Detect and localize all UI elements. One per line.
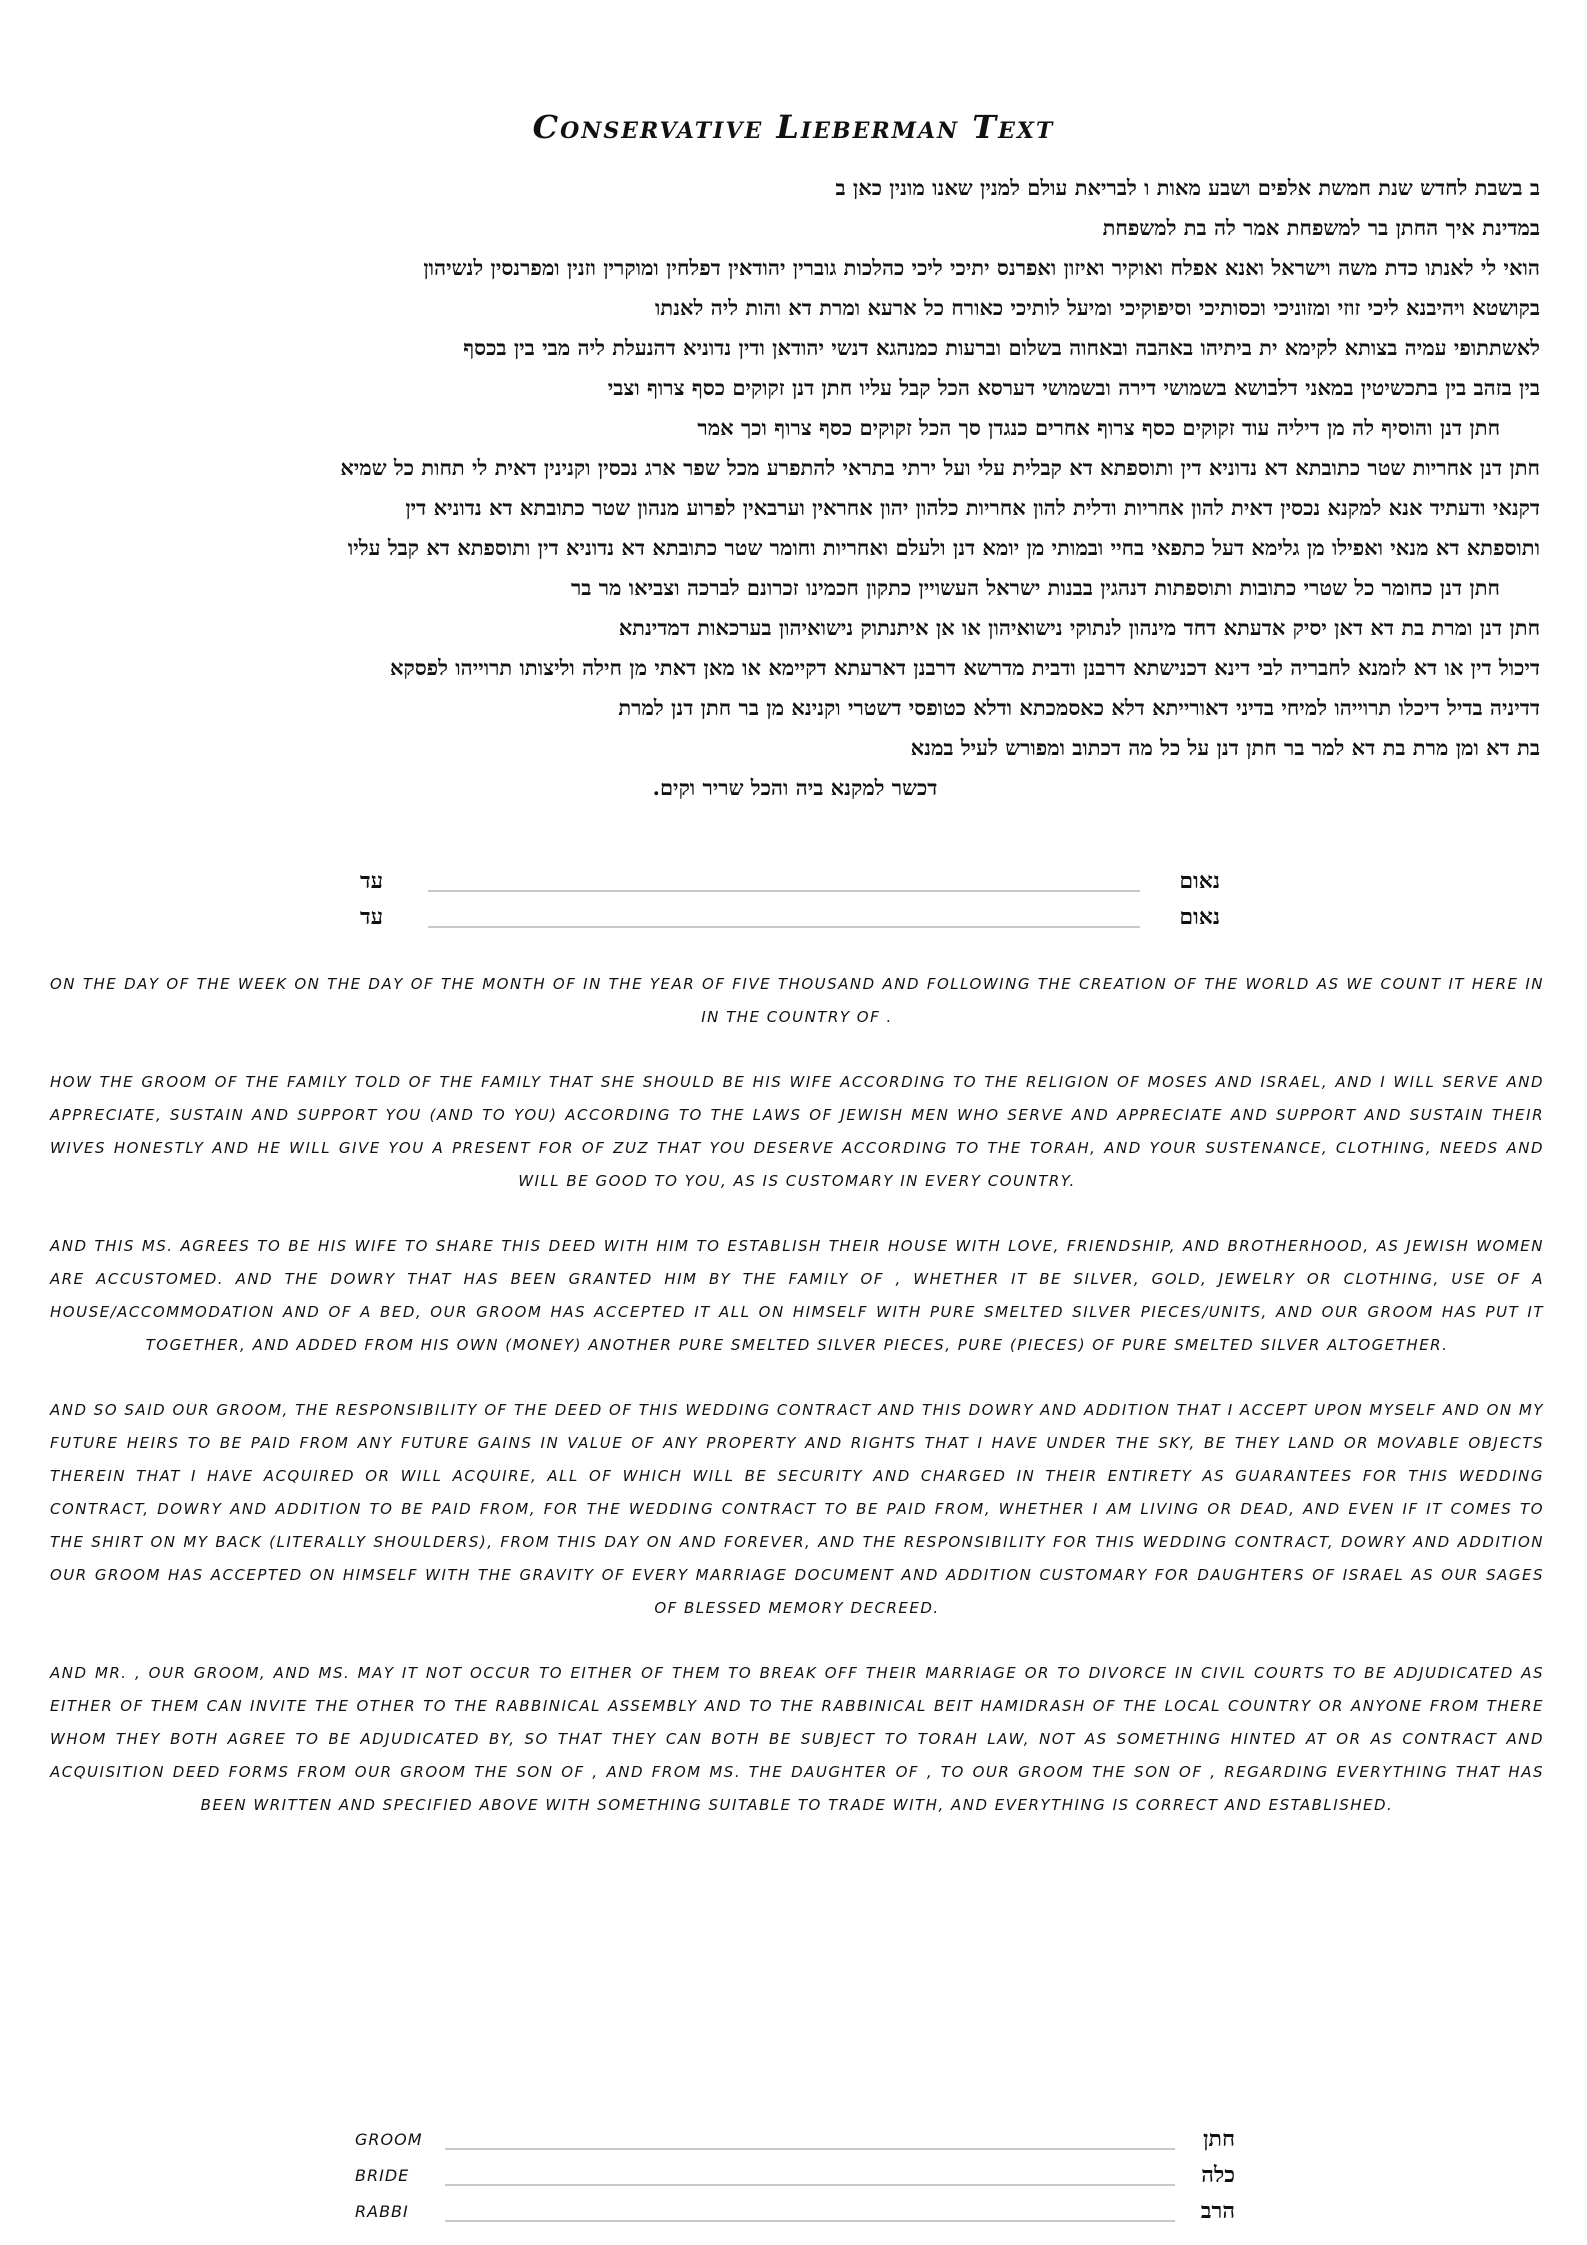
hebrew-line: חתן דנן כחומר כל שטרי כתובות ותוספתות דנהגין בבנות ישראל העשויין כתקון חכמינו זכרונם לברכה וצביאו מר בר [570, 575, 1500, 600]
hebrew-line: במדינת איך החתן בר למשפחת אמר לה בת למשפחת [1102, 215, 1540, 240]
hebrew-line: בקושטא ויהיבנא ליכי זוזי ומזוניכי וכסותיכי וסיפוקיכי ומיעל לותיכי כאורח כל ארעא ומרת דא והות ליה לאנתו [655, 295, 1540, 320]
english-paragraph: AND SO SAID OUR GROOM, THE RESPONSIBILITY OF THE DEED OF THIS WEDDING CONTRACT AND THIS DOWRY AND ADDITION THAT I ACCEPT UPON MYSELF AND ON MY FUTURE HEIRS TO BE PAID FROM ANY FUTURE GAINS IN VALUE OF ANY PROPERTY AND RIGHTS THAT I HAVE UNDER THE SKY, BE THEY LAND OR MOVABLE OBJECTS THEREIN THAT I HAVE ACQUIRED OR WILL ACQUIRE, ALL OF WHICH WILL BE SECURITY AND CHARGED IN THEIR ENTIRETY AS GUARANTEES FOR THIS WEDDING CONTRACT, DOWRY AND ADDITION TO BE PAID FROM, FOR THE WEDDING CONTRACT TO BE PAID FROM, WHETHER I AM LIVING OR DEAD, AND EVEN IF IT COMES TO THE SHIRT ON MY BACK (LITERALLY SHOULDERS), FROM THIS DAY ON AND FOREVER, AND THE RESPONSIBILITY FOR THIS WEDDING CONTRACT, DOWRY AND ADDITION OUR GROOM HAS ACCEPTED ON HIMSELF WITH THE GRAVITY OF EVERY MARRIAGE DOCUMENT AND ADDITION CUSTOMARY FOR DAUGHTERS OF ISRAEL AS OUR SAGES OF BLESSED MEMORY DECREED. [50, 1401, 1544, 1617]
hebrew-line: דקנאי ודעתיד אנא למקנא נכסין דאית להון אחריות ודלית להון אחריות כלהון יהון אחראין וערבאין לפרוע מנהון שטר כתובתא דא נדוניא דין [405, 495, 1540, 520]
witness-signature-line[interactable] [428, 926, 1140, 928]
witness-label-neum: נאום [1179, 868, 1220, 894]
hebrew-line: ב בשבת לחדש שנת חמשת אלפים ושבע מאות ו לבריאת עולם למנין שאנו מונין כאן ב [835, 175, 1540, 200]
party-signatures [355, 2126, 1235, 2234]
english-paragraph: ON THE DAY OF THE WEEK ON THE DAY OF THE MONTH OF IN THE YEAR OF FIVE THOUSAND AND FOLLOWING THE CREATION OF THE WORLD AS WE COUNT IT HERE IN IN THE COUNTRY OF . [50, 975, 1544, 1026]
signature-row-groom [355, 2126, 1235, 2162]
hebrew-line: חתן דנן והוסיף לה מן דיליה עוד זקוקים כסף צרוף אחרים כנגדן סך הכל זקוקים כסף צרוף וכך אמר [697, 415, 1500, 440]
rabbi-label: RABBI [355, 2202, 409, 2221]
groom-label-hebrew: חתן [1202, 2126, 1235, 2152]
rabbi-signature-line[interactable] [445, 2220, 1175, 2222]
signature-row-rabbi [355, 2198, 1235, 2234]
bride-label: BRIDE [355, 2166, 410, 2185]
english-text-block [50, 968, 1544, 1854]
hebrew-line: בין בזהב בין בתכשיטין במאני דלבושא בשמושי דירה ובשמושי דערסא הכל קבל עליו חתן דנן זקוקים כסף צרוף וצבי [607, 375, 1540, 400]
hebrew-line: לאשתתופי עמיה בצותא לקימא ית ביתיהו באהבה ובאחוה בשלום וברעות כמנהגא דנשי יהודאן ודין נדוניא דהנעלת ליה מבי בין בכסף [463, 335, 1540, 360]
english-paragraph: AND THIS MS. AGREES TO BE HIS WIFE TO SHARE THIS DEED WITH HIM TO ESTABLISH THEIR HOUSE WITH LOVE, FRIENDSHIP, AND BROTHERHOOD, AS JEWISH WOMEN ARE ACCUSTOMED. AND THE DOWRY THAT HAS BEEN GRANTED HIM BY THE FAMILY OF , WHETHER IT BE SILVER, GOLD, JEWELRY OR CLOTHING, USE OF A HOUSE/ACCOMMODATION AND OF A BED, OUR GROOM HAS ACCEPTED IT ALL ON HIMSELF WITH PURE SMELTED SILVER PIECES/UNITS, AND OUR GROOM HAS PUT IT TOGETHER, AND ADDED FROM HIS OWN (MONEY) ANOTHER PURE SMELTED SILVER PIECES, PURE (PIECES) OF PURE SMELTED SILVER ALTOGETHER. [50, 1237, 1544, 1354]
hebrew-line: חתן דנן ומרת בת דא דאן יסיק אדעתא דחד מינהון לנתוקי נישואיהון או אן איתנתוק נישואיהון בערכאות דמדינתא [618, 615, 1540, 640]
witness-signatures [360, 868, 1220, 940]
rabbi-label-hebrew: הרב [1200, 2198, 1235, 2224]
english-paragraph: AND MR. , OUR GROOM, AND MS. MAY IT NOT OCCUR TO EITHER OF THEM TO BREAK OFF THEIR MARRIAGE OR TO DIVORCE IN CIVIL COURTS TO BE ADJUDICATED AS EITHER OF THEM CAN INVITE THE OTHER TO THE RABBINICAL ASSEMBLY AND TO THE RABBINICAL BEIT HAMIDRASH OF THE LOCAL COUNTRY OR ANYONE FROM THERE WHOM THEY BOTH AGREE TO BE ADJUDICATED BY, SO THAT THEY CAN BOTH BE SUBJECT TO TORAH LAW, NOT AS SOMETHING HINTED AT OR AS CONTRACT AND ACQUISITION DEED FORMS FROM OUR GROOM THE SON OF , AND FROM MS. THE DAUGHTER OF , TO OUR GROOM THE SON OF , REGARDING EVERYTHING THAT HAS BEEN WRITTEN AND SPECIFIED ABOVE WITH SOMETHING SUITABLE TO TRADE WITH, AND EVERYTHING IS CORRECT AND ESTABLISHED. [50, 1664, 1544, 1814]
document-title: Conservative Lieberman Text [532, 108, 1055, 146]
hebrew-text-block [50, 168, 1540, 808]
witness-label-ed: עד [360, 868, 384, 894]
signature-row-bride [355, 2162, 1235, 2198]
witness-label-neum: נאום [1179, 904, 1220, 930]
witness-row [360, 904, 1220, 940]
hebrew-line: חתן דנן אחריות שטר כתובתא דא נדוניא דין ותוספתא דא קבלית עלי ועל ירתי בתראי להתפרע מכל שפר ארג נכסין וקנינין דאית לי תחות כל שמיא [340, 455, 1540, 480]
english-paragraph: HOW THE GROOM OF THE FAMILY TOLD OF THE FAMILY THAT SHE SHOULD BE HIS WIFE ACCORDING TO THE RELIGION OF MOSES AND ISRAEL, AND I WILL SERVE AND APPRECIATE, SUSTAIN AND SUPPORT YOU (AND TO YOU) ACCORDING TO THE LAWS OF JEWISH MEN WHO SERVE AND APPRECIATE AND SUPPORT AND SUSTAIN THEIR WIVES HONESTLY AND HE WILL GIVE YOU A PRESENT FOR OF ZUZ THAT YOU DESERVE ACCORDING TO THE TORAH, AND YOUR SUSTENANCE, CLOTHING, NEEDS AND WILL BE GOOD TO YOU, AS IS CUSTOMARY IN EVERY COUNTRY. [50, 1073, 1544, 1190]
witness-label-ed: עד [360, 904, 384, 930]
hebrew-line: דיכול דין או דא לזמנא לחבריה לבי דינא דכנישתא דרבנן ודבית מדרשא דרבנן דארעתא דקיימא או מאן דאתי מן חילה וליצותו תרוייהו לפסקא [390, 655, 1540, 680]
hebrew-line: הואי לי לאנתו כדת משה וישראל ואנא אפלח ואוקיר ואיזון ואפרנס יתיכי ליכי כהלכות גוברין יהודאין דפלחין ומוקרין וזנין ומפרנסין לנשיהון [423, 255, 1540, 280]
hebrew-line: ותוספתא דא מנאי ואפילו מן גלימא דעל כתפאי בחיי ובמותי מן יומא דנן ולעלם ואחריות וחומר שטר כתובתא דא נדוניא דין ותוספתא דא קבל עליו [347, 535, 1540, 560]
hebrew-line: בת דא ומן מרת בת דא למר בר חתן דנן על כל מה דכתוב ומפורש לעיל במנא [910, 735, 1540, 760]
witness-signature-line[interactable] [428, 890, 1140, 892]
bride-label-hebrew: כלה [1201, 2162, 1235, 2188]
hebrew-line: דכשר למקנא ביה והכל שריר וקים. [652, 775, 938, 800]
witness-row [360, 868, 1220, 904]
bride-signature-line[interactable] [445, 2184, 1175, 2186]
groom-label: GROOM [355, 2130, 423, 2149]
hebrew-line: דדיניה בדיל דיכלו תרוייהו למיחי בדיני דאורייתא דלא כאסמכתא ודלא כטופסי דשטרי וקנינא מן בר חתן דנן למרת [618, 695, 1540, 720]
groom-signature-line[interactable] [445, 2148, 1175, 2150]
